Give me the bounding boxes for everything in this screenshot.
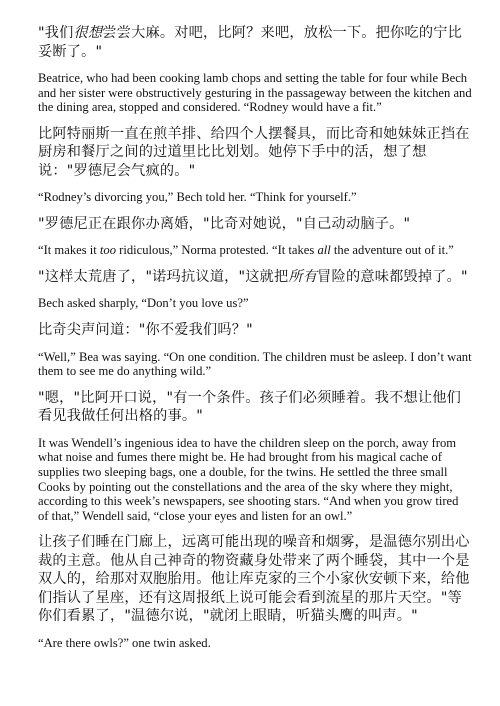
paragraph-en-5: “Well,” Bea was saying. “On one condition. The children must be asleep. I don’t want them to see me do anything wild.” [38,349,472,379]
paragraph-en-2: “Rodney’s divorcing you,” Bech told her. “Think for yourself.” [38,190,357,205]
paragraph-zh-1: "我们很想尝尝大麻。对吧，比阿？来吧，放松一下。把你吃的宁比妥断了。" [38,25,462,60]
paragraph-en-7: “Are there owls?” one twin asked. [38,635,211,650]
paragraph-en-1: Beatrice, who had been cooking lamb chops and setting the table for four while Bech and her sister were obstructively gesturing in the passageway between the kitchen and the dining area, stopped and considered. “Rodney would have a fit.” [38,71,472,115]
paragraph-zh-3: "罗德尼正在跟你办离婚，"比奇对她说，"自己动动脑子。" [38,215,411,232]
paragraph-zh-5: 比奇尖声问道："你不爱我们吗？" [38,322,253,339]
paragraph-en-3: “It makes it too ridiculous,” Norma protested. “It takes all the adventure out of it.” [38,243,454,258]
paragraph-zh-2: 比阿特丽斯一直在煎羊排、给四个人摆餐具，而比奇和她妹妹正挡在厨房和餐厅之间的过道里比比划划。她停下手中的活，想了想说："罗德尼会气疯的。" [38,125,470,179]
paragraph-en-4: Bech asked sharply, “Don’t you love us?” [38,296,249,311]
paragraph-en-6: It was Wendell’s ingenious idea to have the children sleep on the porch, away from what noise and fumes there might be. He had brought from his magical cache of supplies two sleeping bags, one a double, for the twins. He settled the three small Cooks by pointing out the constellations and the area of the sky where they might, according to this week’s newspapers, see shooting stars. “And when you grow tired of that,” Wendell said, “close your eyes and listen for an owl.” [38,435,459,523]
paragraph-zh-7: 让孩子们睡在门廊上，远离可能出现的噪音和烟雾，是温德尔别出心裁的主意。他从自己神奇的物资藏身处带来了两个睡袋，其中一个是双人的，给那对双胞胎用。他让库克家的三个小家伙安顿下来，给他们指认了星座，还有这周报纸上说可能会看到流星的那片天空。"等你们看累了，"温德尔说，"就闭上眼睛，听猫头鹰的叫声。" [38,534,470,625]
paragraph-zh-6: "嗯，"比阿开口说，"有一个条件。孩子们必须睡着。我不想让他们看见我做任何出格的事。" [38,389,462,425]
paragraph-zh-4: "这样太荒唐了，"诺玛抗议道，"这就把所有冒险的意味都毁掉了。" [38,268,468,285]
